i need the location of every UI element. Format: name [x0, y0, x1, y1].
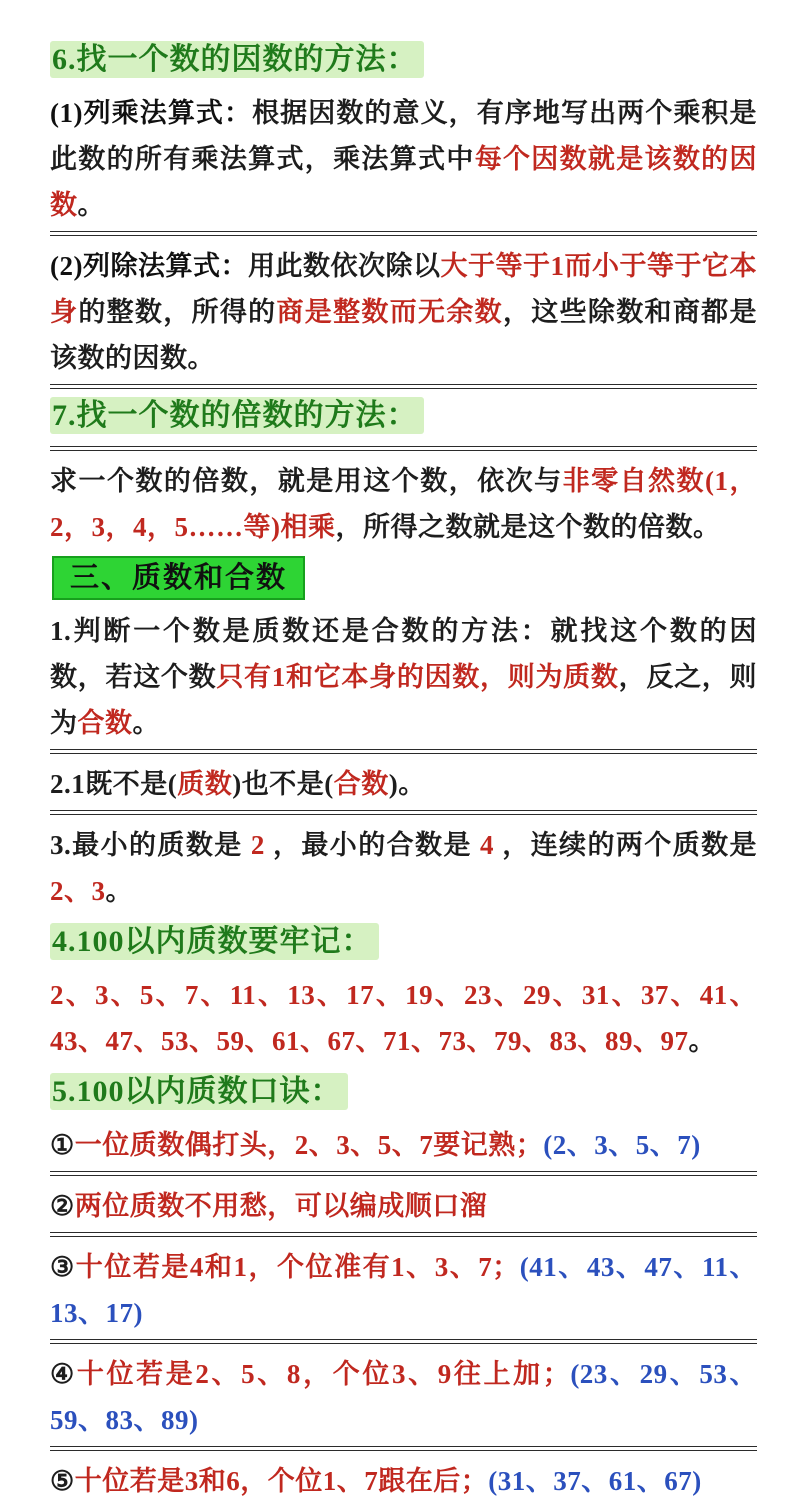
text-segment: 十位若是2、5、8，个位3、9往上加； [76, 1359, 571, 1389]
text-segment: )。 [388, 769, 426, 799]
text-segment: ，最小的合数是 [264, 830, 481, 860]
divider [50, 1446, 757, 1451]
text-segment: (23、29、53、59、83、89) [50, 1359, 757, 1435]
section-3-title-box: 三、质数和合数 [52, 556, 305, 600]
text-segment: 4 [480, 830, 495, 860]
section-6-heading-text: 6.找一个数的因数的方法： [50, 41, 424, 78]
section-5-heading-text: 5.100以内质数口诀： [50, 1073, 348, 1110]
text-segment: (2、3、5、7) [543, 1130, 701, 1160]
paragraph-multiplication-method [50, 90, 757, 228]
paragraph-judge-prime-composite [50, 608, 757, 746]
divider [50, 1339, 757, 1344]
rhyme-item-2 [50, 1183, 757, 1229]
text-segment: 。 [77, 190, 105, 220]
paragraph-smallest-primes [50, 822, 757, 914]
text-segment: ③ [50, 1252, 76, 1282]
divider [50, 1171, 757, 1176]
text-segment: 只有1和它本身的因数，则为质数 [216, 662, 619, 692]
text-segment: 商是整数而无余数 [276, 297, 503, 327]
text-segment: 。 [688, 1026, 716, 1056]
text-segment: ，这些除数和商都是该数的因数。 [50, 297, 757, 373]
paragraph-one-neither [50, 761, 757, 807]
text-segment: ① [50, 1130, 75, 1160]
text-segment: 的整数，所得的 [78, 297, 277, 327]
section-7-heading-text: 7.找一个数的倍数的方法： [50, 397, 424, 434]
text-segment: 质数 [177, 769, 233, 799]
divider [50, 446, 757, 451]
section-7-heading [50, 396, 757, 436]
divider [50, 231, 757, 236]
text-segment: ⑤ [50, 1466, 75, 1496]
section-5-heading [50, 1072, 757, 1112]
text-segment: ，连续的两个质数是 [494, 830, 758, 860]
text-segment: 1.判断一个数是质数还是合数的方法：就找这个数的因数，若这个数 [50, 616, 757, 692]
text-segment: 合数 [333, 769, 389, 799]
rhyme-item-4 [50, 1351, 757, 1443]
text-segment: 用此数依次除以 [248, 251, 441, 281]
text-segment: 非零自然数(1，2，3，4，5……等)相乘 [50, 466, 757, 542]
divider [50, 1232, 757, 1237]
text-segment: 两位质数不用愁，可以编成顺口溜 [74, 1191, 488, 1221]
section-4-heading [50, 922, 757, 962]
rhyme-item-5 [50, 1458, 757, 1504]
text-segment: ，所得之数就是这个数的倍数。 [335, 512, 721, 542]
text-segment: (1)列乘法算式： [50, 98, 253, 128]
text-segment: ② [50, 1191, 75, 1221]
divider [50, 810, 757, 815]
text-segment: 大于等于1而小于等于它本身 [50, 251, 758, 327]
text-segment: 。 [132, 708, 160, 738]
rhyme-item-3 [50, 1244, 757, 1336]
text-segment: (2)列除法算式： [50, 251, 248, 281]
text-segment: 。 [105, 876, 133, 906]
text-segment: 合数 [77, 708, 133, 738]
text-segment: (41、43、47、11、13、17) [50, 1252, 757, 1328]
text-segment: ④ [50, 1359, 77, 1389]
text-segment: 每个因数就是该数的因数 [50, 144, 757, 220]
text-segment: 2、3、5、7、11、13、17、19、23、29、31、37、41、43、47、53、59、61、67、71、73、79、83、89、97 [50, 980, 757, 1056]
text-segment: 求一个数的倍数，就是用这个数，依次与 [50, 466, 563, 496]
text-segment: 3.最小的质数是 [50, 830, 251, 860]
text-segment: )也不是( [232, 769, 334, 799]
text-segment: (31、37、61、67) [488, 1466, 702, 1496]
text-segment: 十位若是3和6，个位1、7跟在后； [74, 1466, 489, 1496]
text-segment: 十位若是4和1，个位准有1、3、7； [75, 1252, 520, 1282]
paragraph-division-method [50, 243, 757, 381]
text-segment: 2.1既不是( [50, 769, 178, 799]
text-segment: 根据因数的意义，有序地写出两个乘积是此数的所有乘法算式，乘法算式中 [50, 98, 758, 174]
divider [50, 749, 757, 754]
divider [50, 384, 757, 389]
paragraph-prime-list [50, 972, 757, 1064]
text-segment: 2 [250, 830, 265, 860]
section-6-heading [50, 40, 757, 80]
text-segment: 2、3 [50, 876, 106, 906]
text-segment: ，反之，则为 [50, 662, 758, 738]
section-4-heading-text: 4.100以内质数要牢记： [50, 923, 379, 960]
text-segment: 一位质数偶打头，2、3、5、7要记熟； [74, 1130, 544, 1160]
paragraph-multiple-method [50, 458, 757, 550]
rhyme-item-1 [50, 1122, 757, 1168]
